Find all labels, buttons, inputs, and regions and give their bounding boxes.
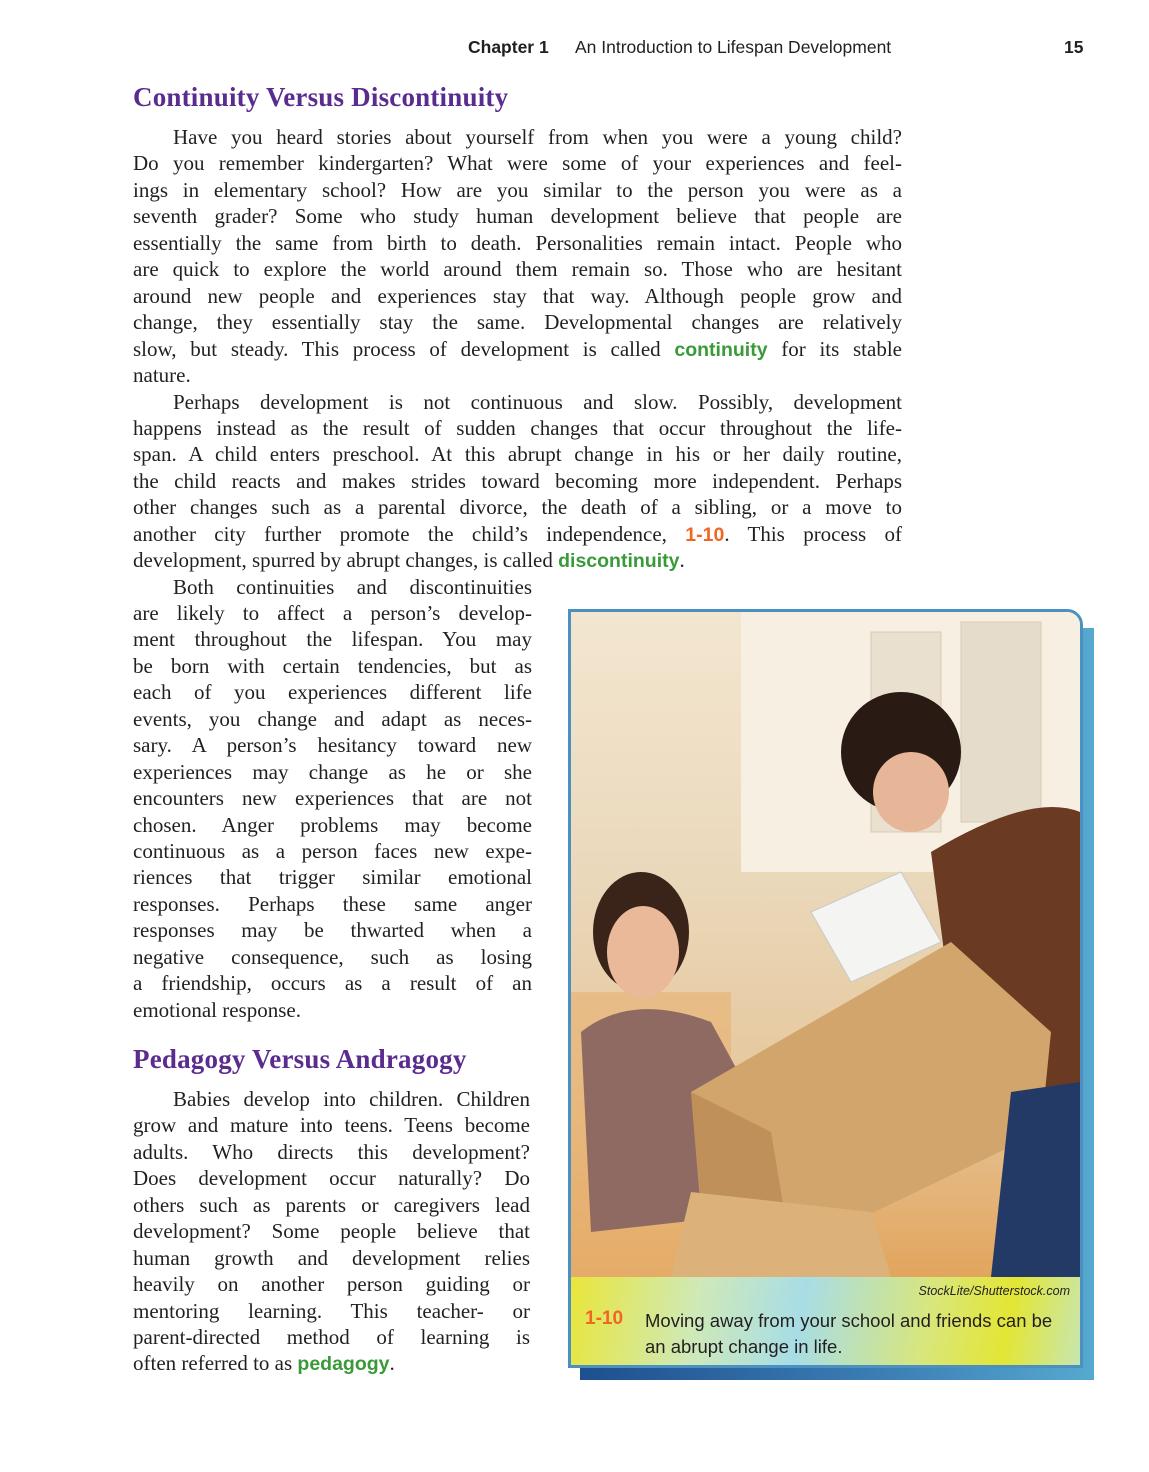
text-line: [133, 759, 532, 785]
key-term: discontinuity: [558, 550, 680, 573]
text-line: [133, 124, 902, 150]
section-heading-pedagogy: Pedagogy Versus Andragogy: [133, 1044, 467, 1074]
paragraph: [133, 389, 902, 574]
text-line: [133, 1271, 530, 1297]
text-segment: mentoring learning. This teacher- or: [133, 1298, 530, 1323]
text-segment: .: [679, 548, 685, 573]
figure-number: 1-10: [585, 1308, 624, 1329]
text-segment: sary. A person’s hesitancy toward new: [133, 733, 532, 758]
text-segment: human growth and development relies: [133, 1245, 530, 1270]
text-segment: essentially the same from birth to death. Personalities remain intact. People who: [133, 230, 902, 255]
text-segment: responses. Perhaps these same anger: [133, 891, 532, 916]
text-segment: Does development occur naturally? Do: [133, 1166, 530, 1191]
text-line: [133, 494, 902, 520]
text-segment: slow, but steady. This process of development is called: [133, 336, 675, 361]
text-segment: another city further promote the child’s independence,: [133, 521, 686, 546]
text-segment: ment throughout the lifespan. You may: [133, 627, 532, 652]
text-line: [133, 785, 532, 811]
text-line: [133, 256, 902, 282]
figure-reference: 1-10: [685, 523, 725, 546]
chapter-label: Chapter 1: [468, 37, 549, 57]
text-segment: other changes such as a parental divorce, the death of a sibling, or a move to: [133, 495, 902, 520]
text-line: [133, 1165, 530, 1191]
text-segment: Have you heard stories about yourself from when you were a young child?: [173, 125, 902, 149]
text-line: [133, 547, 902, 573]
text-segment: development, spurred by abrupt changes, is called: [133, 548, 559, 573]
text-line: [133, 203, 902, 229]
text-line: [133, 1192, 530, 1218]
caption-text: Moving away from your school and friends can be an abrupt change in life.: [645, 1310, 1053, 1357]
figure-caption: [571, 1277, 1080, 1365]
text-line: [133, 468, 902, 494]
text-line: [133, 653, 532, 679]
key-term: continuity: [674, 338, 768, 361]
text-line: [133, 1112, 530, 1138]
paragraph: [133, 574, 532, 1023]
text-line: [133, 177, 902, 203]
text-segment: parent-directed method of learning is: [133, 1324, 530, 1349]
text-line: [133, 732, 532, 758]
text-line: [133, 600, 532, 626]
text-segment: ings in elementary school? How are you similar to the person you were as a: [133, 177, 902, 202]
photo-credit: StockLite/Shutterstock.com: [918, 1284, 1070, 1298]
key-term: pedagogy: [297, 1353, 390, 1376]
text-segment: span. A child enters preschool. At this abrupt change in his or her daily routine,: [133, 442, 902, 467]
text-segment: adults. Who directs this development?: [133, 1139, 530, 1164]
text-segment: for its stable: [767, 336, 902, 361]
text-segment: negative consequence, such as losing: [133, 944, 532, 969]
text-segment: are quick to explore the world around them remain so. Those who are hesitant: [133, 257, 902, 282]
text-line: [133, 1139, 530, 1165]
text-segment: responses may be thwarted when a: [133, 918, 532, 943]
text-segment: .: [389, 1351, 395, 1376]
text-segment: grow and mature into teens. Teens become: [133, 1113, 530, 1138]
text-line: [133, 970, 532, 996]
text-line: [133, 415, 902, 441]
text-line: [133, 1218, 530, 1244]
text-line: [133, 864, 532, 890]
text-line: [133, 230, 902, 256]
text-line: [133, 521, 902, 547]
text-segment: emotional response.: [133, 997, 301, 1022]
text-segment: Babies develop into children. Children: [173, 1087, 530, 1111]
chapter-title: An Introduction to Lifespan Development: [575, 37, 892, 57]
text-line: [133, 1324, 530, 1350]
text-segment: encounters new experiences that are not: [133, 786, 532, 811]
text-segment: change, they essentially stay the same. Developmental changes are relatively: [133, 310, 902, 335]
text-line: [133, 1086, 530, 1112]
text-line: [133, 917, 532, 943]
paragraph: [133, 1086, 530, 1377]
text-line: [133, 574, 532, 600]
text-segment: riences that trigger similar emotional: [133, 865, 532, 890]
text-segment: Both continuities and discontinuities: [173, 574, 532, 599]
text-line: [133, 362, 902, 388]
text-line: [133, 1245, 530, 1271]
text-segment: . This process of: [724, 521, 902, 546]
text-line: [133, 283, 902, 309]
text-line: [133, 1350, 530, 1376]
section-heading-continuity: Continuity Versus Discontinuity: [133, 82, 509, 112]
text-line: [133, 626, 532, 652]
text-segment: development? Some people believe that: [133, 1219, 530, 1244]
text-segment: Perhaps development is not continuous and slow. Possibly, development: [173, 389, 902, 414]
text-line: [133, 150, 902, 176]
text-line: [133, 706, 532, 732]
text-segment: nature.: [133, 362, 191, 387]
text-segment: heavily on another person guiding or: [133, 1272, 530, 1297]
text-line: [133, 389, 902, 415]
text-segment: others such as parents or caregivers lead: [133, 1192, 530, 1217]
figure-1-10: [568, 609, 1083, 1368]
paragraph: [133, 124, 902, 388]
text-segment: be born with certain tendencies, but as: [133, 653, 532, 678]
text-line: [133, 812, 532, 838]
text-segment: seventh grader? Some who study human development believe that people are: [133, 204, 902, 229]
text-segment: around new people and experiences stay that way. Although people grow and: [133, 283, 902, 308]
text-segment: continuous as a person faces new expe-: [133, 838, 532, 863]
text-segment: each of you experiences different life: [133, 680, 532, 705]
text-line: [133, 441, 902, 467]
text-line: [133, 336, 902, 362]
text-line: [133, 891, 532, 917]
text-segment: a friendship, occurs as a result of an: [133, 971, 532, 996]
text-line: [133, 944, 532, 970]
text-segment: the child reacts and makes strides toward becoming more independent. Perhaps: [133, 468, 902, 493]
text-segment: Do you remember kindergarten? What were some of your experiences and feel-: [133, 151, 902, 176]
text-line: [133, 679, 532, 705]
text-segment: chosen. Anger problems may become: [133, 812, 532, 837]
text-segment: happens instead as the result of sudden changes that occur throughout the life-: [133, 415, 902, 440]
text-segment: events, you change and adapt as neces-: [133, 706, 532, 731]
text-segment: experiences may change as he or she: [133, 759, 532, 784]
text-segment: often referred to as: [133, 1351, 298, 1376]
page-number: 15: [1064, 37, 1084, 57]
text-segment: are likely to affect a person’s develop-: [133, 601, 532, 626]
text-line: [133, 838, 532, 864]
text-line: [133, 309, 902, 335]
text-line: [133, 997, 532, 1023]
running-head: [0, 37, 1149, 61]
text-line: [133, 1298, 530, 1324]
photo-two-women-packing-box: [571, 612, 1080, 1277]
